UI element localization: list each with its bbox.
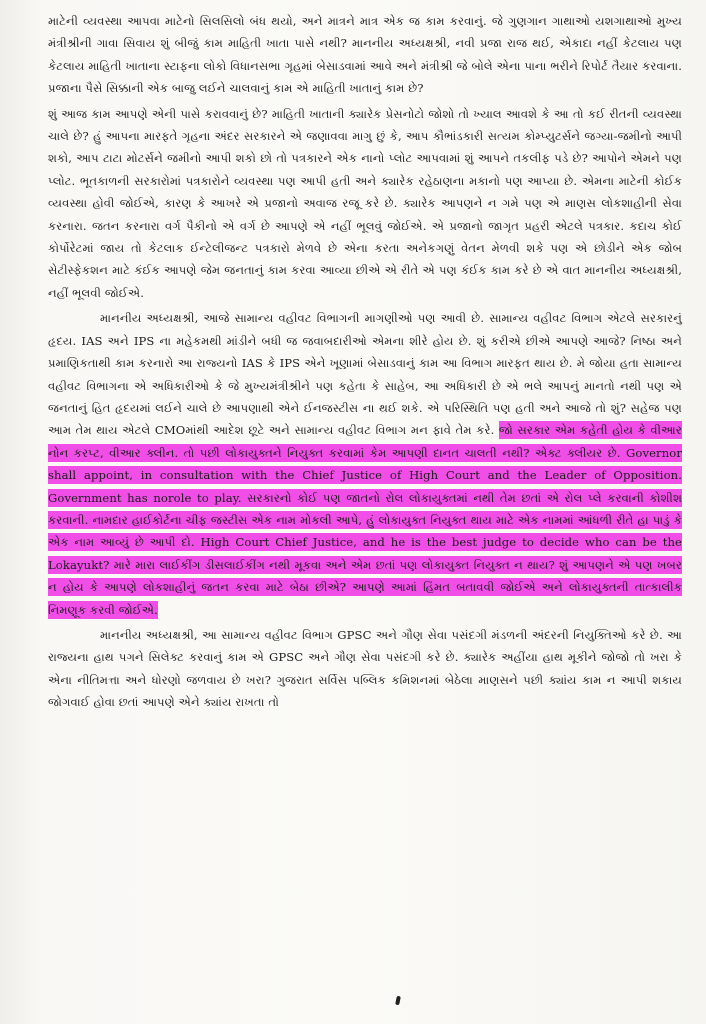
highlighted-passage: જો સરકાર એમ કહેતી હોય કે વીઆર નોન કરપ્ટ, વીઆર ક્લીન. તો પછી લોકાયુક્તને નિયુક્ત કરવામાં કેમ આપણી દાનત ચાલતી નથી? એક્ટ ક્લીયર છે. Governor shall appoint, in consultation with the Chief Justice of High Court and the Leader of Opposition. Government has norole to play. સરકારનો કોઈ પણ જાતનો રોલ લોકાયુક્તમાં નથી તેમ છતાં એ રોલ પ્લે કરવાની કોશીશ કરવાની. નામદાર હાઈકોર્ટના ચીફ જસ્ટીસ એક નામ મોકલી આપે, હું લોકાયુક્ત નિયુક્ત થાય માટે એક નામમાં આંધળી રીતે હા પાડું કે એક નામ આવ્યું છે આપી દો. High Court Chief Justice, and he is the best judge to decide who can be the Lokayukt? મારે મારા લાઈકીંગ ડીસલાઈકીંગ નથી મૂકવા અને એમ છતાં પણ લોકાયુક્ત નિયુક્ત ન થાય? શું આપણને એ પણ ખબર ન હોય કે આપણે લોકશાહીનું જતન કરવા માટે બેઠા છીએ? આપણે આમાં હિંમત બતાવવી જોઈએ અને લોકાયુક્તની તાત્કાલીક નિમણૂક કરવી જોઈએ. [48,423,682,617]
ink-mark [395,996,401,1006]
paragraph-3-text: માનનીય અધ્યક્ષશ્રી, આજે સામાન્ય વહીવટ વિભાગની માગણીઓ પણ આવી છે. સામાન્ય વહીવટ વિભાગ એટલે સરકારનું હૃદય. IAS અને IPS ના મહેકમથી માંડીને બધી જ જવાબદારીઓ એમના શીરે હોય છે. શું કરીએ છીએ આપણે આજે? નિષ્ઠા અને પ્રમાણિકતાથી કામ કરનારો આ રાજ્યનો IAS કે IPS એને ખૂણામાં બેસાડવાનું કામ આ વિભાગ મારફત થાય છે. મે જોયા હતા સામાન્ય વહીવટ વિભાગના એ અધિકારીઓ કે જે મુખ્યમંત્રીશ્રીને પણ કહેતા કે સાહેબ, આ અધિકારી છે એ ભલે આપનું માનતો નથી પણ એ જનતાનું હિત હૃદયમાં લઈને ચાલે છે આપણાથી એને ઈનજસ્ટીસ ના થઈ શકે. એ પરિસ્થિતિ પણ હતી અને આજે તો શું? સહેજ પણ આમ તેમ થાય એટલે CMOમાંથી આદેશ છૂટે અને સામાન્ય વહીવટ વિભાગ મન ફાવે તેમ કરે. [48,311,682,438]
paragraph-2-text: શું આજ કામ આપણે એની પાસે કરાવવાનું છે? માહિતી ખાતાની ક્યારેક પ્રેસનોટો જોશો તો ખ્યાલ આવશે કે આ તો કઈ રીતની વ્યવસ્થા ચાલે છે? હું આપના મારફતે ગૃહના અંદર સરકારને એ જણાવવા માગુ છું કે, આપ કૌભાંડકારી સત્યમ કોમ્પ્યુટર્સને જગ્યા-જમીનો આપી શકો, આપ ટાટા મોટર્સને જમીનો આપી શકો છો તો પત્રકારને એક નાનો પ્લોટ આપવામાં શું આપને તકલીફ પડે છે? આપોને એમને પણ પ્લોટ. ભૂતકાળની સરકારોમાં પત્રકારોને વ્યવસ્થા પણ આપી હતી અને ક્યારેક રહેઠાણના મકાનો પણ આપ્યા છે. એમના માટેની કોઈક વ્યવસ્થા હોવી જોઈએ, કારણ કે આખરે એ પ્રજાનો અવાજ રજૂ કરે છે. ક્યારેક આપણને ન ગમે પણ એ માણસ લોકશાહીની સેવા કરનારા. જતન કરનારા વર્ગ પૈકીનો એ વર્ગ છે આપણે એ નહીં ભૂલવું જોઈએ. એ પ્રજાનો જાગૃત પ્રહરી એટલે પત્રકાર. કદાચ કોઈ કોર્પોરેટમાં જાય તો કેટલાક ઈન્ટેલીજન્ટ પત્રકારો મેળવે છે એના કરતા અનેકગણું વેતન મેળવી શકે પણ એ છોડીને એક જોબ સેટીસ્ફેકશન માટે કંઈક આપણે જેમ જનતાનું કામ કરવા આવ્યા છીએ એ રીતે એ પણ કંઈક કામ કરે છે એ વાત માનનીય અધ્યક્ષશ્રી, નહીં ભૂલવી જોઈએ. [48,106,682,300]
paragraph-4 [48,624,682,714]
paragraph-1 [48,10,682,100]
paragraph-2 [48,103,682,305]
paragraph-3 [48,307,682,621]
paragraph-1-text: માટેની વ્યવસ્થા આપવા માટેનો સિલસિલો બંધ થયો, અને માત્રને માત્ર એક જ કામ કરવાનું. જે ગુણગાન ગાથાઓ યશગાથાઓ મુખ્ય મંત્રીશ્રીની ગાવા સિવાય શું બીજું કામ માહિતી ખાતા પાસે નથી? માનનીય અધ્યક્ષશ્રી, નવી પ્રજા રાજ થઈ, એકાદા નહીં કેટલાય પણ કેટલાય માહિતી ખાતાના સ્ટાફના લોકો વિધાનસભા ગૃહમાં બેસાડવામાં આવે અને મંત્રીશ્રી જે બોલે એના પાના ભરીને રિપોર્ટ તૈયાર કરવાના. પ્રજાના પૈસે સિક્કાની એક બાજુ લઈને ચાલવાનું કામ એ માહિતી ખાતાનું કામ છે? [48,14,682,96]
paragraph-4-text: માનનીય અધ્યક્ષશ્રી, આ સામાન્ય વહીવટ વિભાગ GPSC અને ગૌણ સેવા પસંદગી મંડળની અંદરની નિયુક્તિઓ કરે છે. આ રાજ્યના હાથ પગને સિલેક્ટ કરવાનું કામ એ GPSC અને ગૌણ સેવા પસંદગી કરે છે. ક્યારેક અહીંયા હાથ મૂકીને જોજો તો ખરા કે એના નીતિમત્તા અને ધોરણો જળવાય છે ખરા? ગુજરાત સર્વિસ પબ્લિક કમિશનમાં બેઠેલા માણસને પછી ક્યાંય કામ ન આપી શકાય જોગવાઈ હોવા છતાં આપણે એને ક્યાંય રાખતા તો [48,627,682,710]
